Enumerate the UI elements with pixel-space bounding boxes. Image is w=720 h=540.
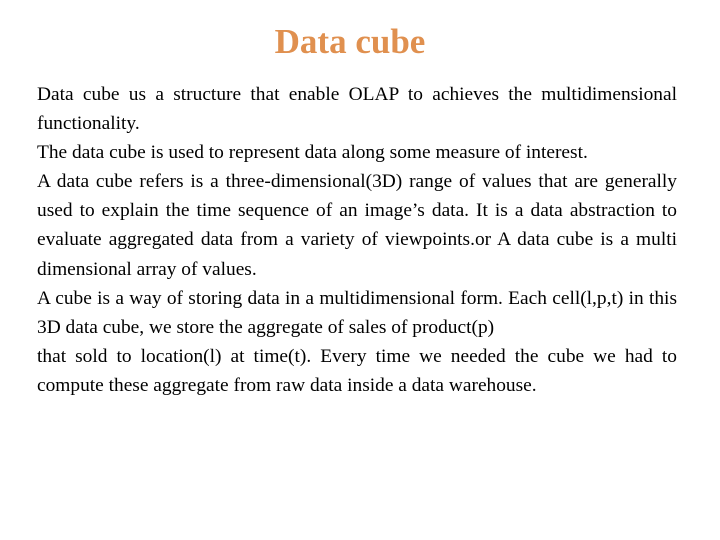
- paragraph-1: Data cube us a structure that enable OLAP to achieves the multidimensional functionality.: [37, 84, 677, 135]
- paragraph-5: that sold to location(l) at time(t). Every time we needed the cube we had to compute these aggregate from raw data inside a data warehouse.: [37, 345, 677, 396]
- slide-title-text: Data cube: [274, 22, 426, 61]
- slide-title: [0, 22, 720, 62]
- paragraph-3: A data cube refers is a three-dimensional(3D) range of values that are generally used to explain the time sequence of an image’s data. It is a data abstraction to evaluate aggregated data from a variety of viewpoints.or A data cube is a multi dimensional array of values.: [37, 171, 677, 280]
- paragraph-2: The data cube is used to represent data along some measure of interest.: [37, 142, 588, 164]
- slide-body: [37, 80, 677, 400]
- paragraph-4: A cube is a way of storing data in a multidimensional form. Each cell(l,p,t) in this 3D data cube, we store the aggregate of sales of product(p): [37, 287, 677, 338]
